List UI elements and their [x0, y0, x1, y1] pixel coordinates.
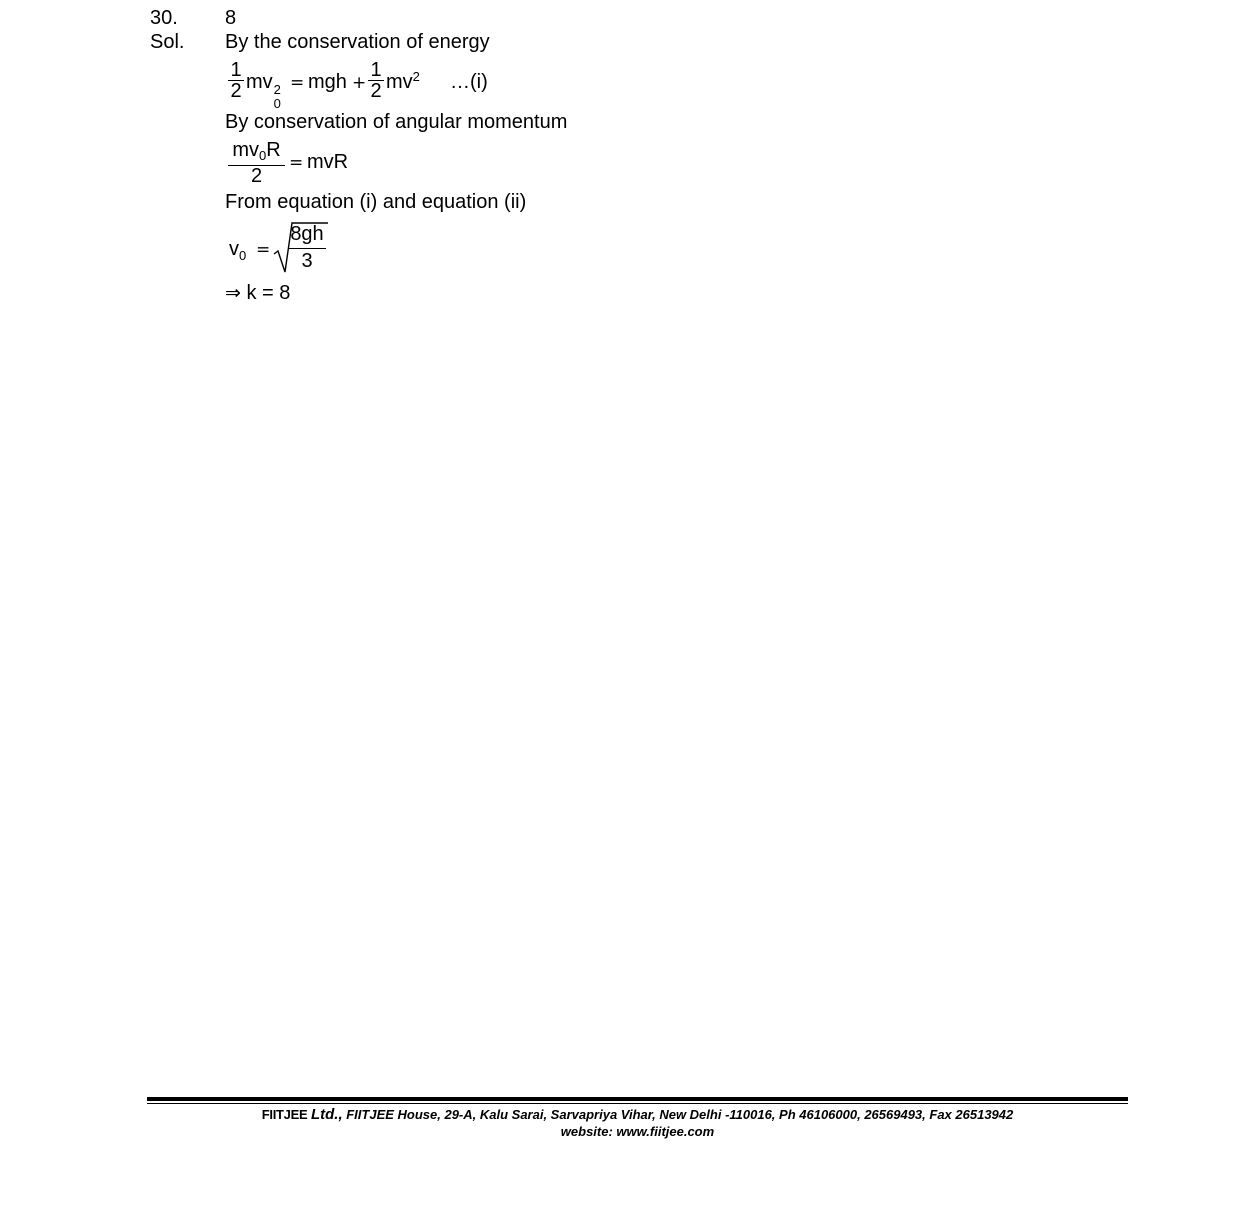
footer-ltd: Ltd.,	[310, 1106, 343, 1123]
momentum-rhs: mvR	[307, 151, 349, 173]
equals-sign: =	[289, 153, 304, 173]
subscript-0: 0	[239, 248, 247, 263]
mv-text: mv	[386, 71, 413, 93]
fraction-denominator: 2	[250, 165, 263, 187]
footer-website: website: www.fiitjee.com	[560, 1124, 715, 1139]
mv-text: mv	[232, 139, 259, 161]
fraction-radicand	[288, 224, 326, 271]
velocity-lhs	[229, 238, 246, 261]
fraction-numerator: 8gh	[290, 223, 324, 245]
footer-rule-thin	[147, 1103, 1128, 1104]
solution-label: Sol.	[150, 31, 185, 53]
subscript-0: 0	[258, 148, 267, 163]
fraction-numerator: 1	[230, 59, 242, 81]
fraction-denominator: 3	[301, 250, 313, 272]
equals-sign: =	[256, 240, 271, 260]
fraction-denominator: 2	[230, 80, 242, 102]
solution-line-angular: By conservation of angular momentum	[225, 111, 568, 133]
footer-address-text: FIITJEE House, 29-A, Kalu Sarai, Sarvapriya Vihar, New Delhi -110016, Ph 46106000, 26569493, Fax 26513942	[346, 1107, 1014, 1122]
energy-mid-term: mgh	[308, 71, 347, 93]
footer-brand: FIITJEE	[261, 1107, 308, 1122]
conclusion-text: k = 8	[246, 282, 291, 304]
solution-line-energy: By the conservation of energy	[225, 31, 490, 53]
conclusion-line	[225, 282, 290, 305]
solution-line-combine: From equation (i) and equation (ii)	[225, 191, 527, 213]
fraction-half	[228, 60, 244, 101]
v-text: v	[229, 238, 239, 260]
question-answer: 8	[225, 7, 237, 29]
r-text: R	[266, 139, 281, 161]
plus-sign: +	[352, 73, 367, 93]
energy-rhs-term	[386, 71, 420, 94]
fraction-numerator	[228, 140, 285, 162]
fraction-numerator: 1	[370, 59, 382, 81]
fraction-half-rhs	[368, 60, 384, 101]
superscript-2: 2	[273, 82, 281, 97]
footer-rule-thick	[147, 1097, 1128, 1101]
footer-address	[147, 1107, 1128, 1122]
energy-lhs-term	[246, 71, 283, 111]
equation-tag: …(i)	[450, 71, 488, 93]
mv-text: mv	[246, 71, 273, 93]
fraction-denominator: 2	[370, 80, 382, 102]
subscript-0: 0	[273, 96, 281, 111]
equals-sign: =	[290, 73, 305, 93]
fraction-momentum	[228, 140, 285, 186]
question-number: 30.	[150, 7, 178, 29]
superscript-2: 2	[412, 69, 420, 84]
implies-arrow: ⇒	[225, 282, 241, 304]
